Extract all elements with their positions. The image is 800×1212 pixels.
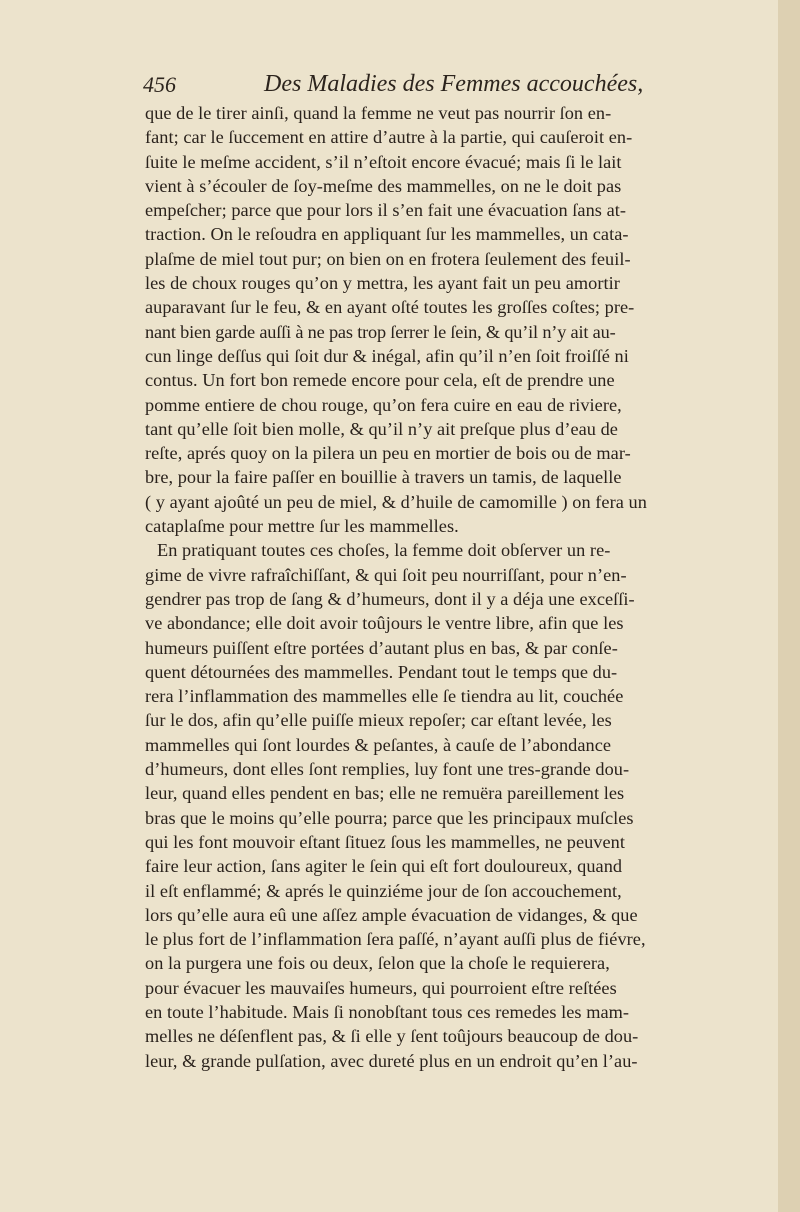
body-text — [145, 101, 785, 1073]
text-line: bre, pour la faire paſſer en bouillie à travers un tamis, de laquelle — [145, 467, 622, 488]
text-line: vient à s’écouler de ſoy-meſme des mammelles, on ne le doit pas — [145, 175, 622, 196]
text-line: ve abondance; elle doit avoir toûjours le ventre libre, afin que les — [145, 613, 624, 634]
text-line: le plus fort de l’inflammation ſera paſſé, n’ayant auſſi plus de fiévre, — [145, 929, 646, 950]
text-line: lors qu’elle aura eû une aſſez ample évacuation de vidanges, & que — [145, 904, 638, 925]
text-line: ſuite le meſme accident, s’il n’eſtoit encore évacué; mais ſi le lait — [145, 151, 622, 172]
text-line: plaſme de miel tout pur; on bien on en frotera ſeulement des feuil- — [145, 248, 631, 269]
text-line: En pratiquant toutes ces choſes, la femme doit obſerver un re- — [157, 540, 611, 561]
text-line: on la purgera une fois ou deux, ſelon que la choſe le requierera, — [145, 953, 610, 974]
text-line: d’humeurs, dont elles ſont remplies, luy font une tres-grande dou- — [145, 759, 630, 780]
text-line: pour évacuer les mauvaiſes humeurs, qui pourroient eſtre reſtées — [145, 977, 617, 998]
text-line: empeſcher; parce que pour lors il s’en fait une évacuation ſans at- — [145, 200, 627, 221]
text-line: quent détournées des mammelles. Pendant tout le temps que du- — [145, 661, 618, 682]
page-header — [143, 68, 763, 102]
text-line: pomme entiere de chou rouge, qu’on fera cuire en eau de riviere, — [145, 394, 622, 415]
text-line: faire leur action, ſans agiter le ſein qui eſt fort douloureux, quand — [145, 856, 623, 877]
text-line: les de choux rouges qu’on y mettra, les ayant fait un peu amortir — [145, 273, 620, 294]
running-title: Des Maladies des Femmes accouchées, — [264, 71, 644, 97]
text-line: cun linge deſſus qui ſoit dur & inégal, afin qu’il n’en ſoit froiſſé ni — [145, 345, 629, 366]
text-line: traction. On le reſoudra en appliquant ſur les mammelles, un cata- — [145, 224, 629, 245]
text-line: leur, quand elles pendent en bas; elle ne remuëra pareillement les — [145, 783, 625, 804]
text-line: ſur le dos, afin qu’elle puiſſe mieux repoſer; car eſtant levée, les — [145, 710, 612, 731]
text-line: gendrer pas trop de ſang & d’humeurs, dont il y a déja une exceſſi- — [145, 588, 635, 609]
text-line: mammelles qui ſont lourdes & peſantes, à cauſe de l’abondance — [145, 734, 612, 755]
text-line: gime de vivre rafraîchiſſant, & qui ſoit peu nourriſſant, pour n’en- — [145, 564, 627, 585]
text-line: en toute l’habitude. Mais ſi nonobſtant tous ces remedes les mam- — [145, 1001, 630, 1022]
text-line: qui les font mouvoir eſtant ſituez ſous les mammelles, ne peuvent — [145, 831, 625, 852]
text-line: fant; car le ſuccement en attire d’autre à la partie, qui cauſeroit en- — [145, 127, 633, 148]
text-line: contus. Un fort bon remede encore pour cela, eſt de prendre une — [145, 370, 615, 391]
text-line: bras que le moins qu’elle pourra; parce que les principaux muſcles — [145, 807, 634, 828]
text-line: rera l’inflammation des mammelles elle ſe tiendra au lit, couchée — [145, 686, 624, 707]
text-line: leur, & grande pulſation, avec dureté plus en un endroit qu’en l’au- — [145, 1050, 638, 1071]
text-line: il eſt enflammé; & aprés le quinziéme jour de ſon accouchement, — [145, 880, 622, 901]
text-line: ( y ayant ajoûté un peu de miel, & d’huile de camomille ) on fera un — [145, 491, 647, 512]
text-line: que de le tirer ainſi, quand la femme ne veut pas nourrir ſon en- — [145, 103, 612, 123]
text-line: auparavant ſur le feu, & en ayant oſté toutes les groſſes coſtes; pre- — [145, 297, 635, 318]
text-line: nant bien garde auſſi à ne pas trop ſerrer le ſein, & qu’il n’y ait au- — [145, 321, 616, 342]
text-line: reſte, aprés quoy on la pilera un peu en mortier de bois ou de mar- — [145, 443, 631, 464]
text-line: melles ne déſenflent pas, & ſi elle y ſent toûjours beaucoup de dou- — [145, 1026, 639, 1047]
page-number: 456 — [143, 72, 176, 97]
text-line: tant qu’elle ſoit bien molle, & qu’il n’y ait preſque plus d’eau de — [145, 418, 618, 439]
text-line: humeurs puiſſent eſtre portées d’autant plus en bas, & par conſe- — [145, 637, 618, 658]
text-line: cataplaſme pour mettre ſur les mammelles. — [145, 516, 459, 537]
